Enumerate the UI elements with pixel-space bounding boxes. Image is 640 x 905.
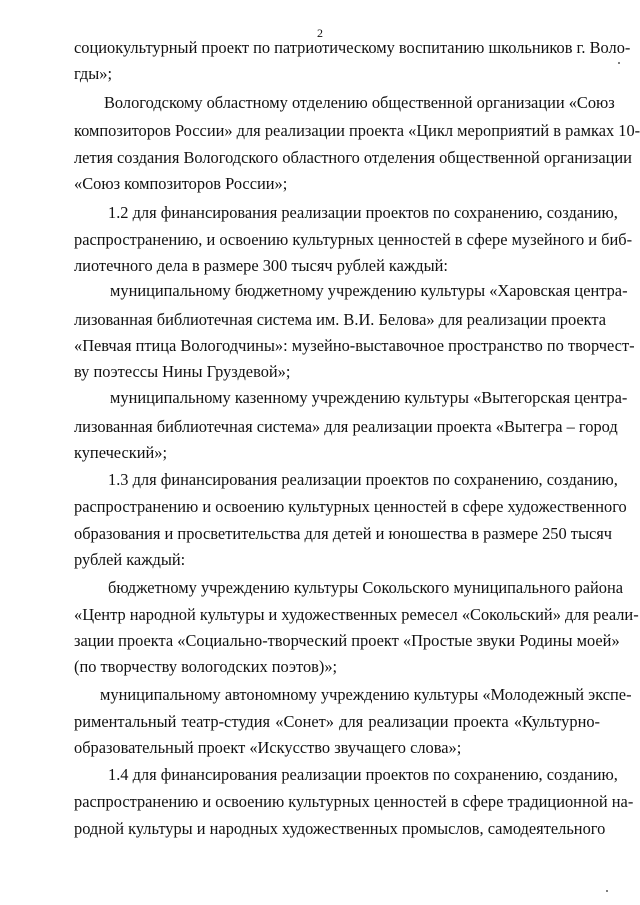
text-line: социокультурный проект по патриотическому воспитанию школьников г. Воло- [74, 38, 631, 57]
text-line: «Певчая птица Вологодчины»: музейно-выставочное пространство по творчест- [74, 336, 635, 355]
text-line: ву поэтессы Нины Груздевой»; [74, 362, 291, 381]
text-line: лиотечного дела в размере 300 тысяч рублей каждый: [74, 256, 448, 275]
text-line: Вологодскому областному отделению общественной организации «Союз [104, 93, 615, 112]
text-line: гды»; [74, 64, 113, 83]
text-line: распространению и освоению культурных ценностей в сфере традиционной на- [74, 792, 634, 811]
text-line: композиторов России» для реализации проекта «Цикл мероприятий в рамках 10- [74, 121, 640, 140]
text-line: 1.2 для финансирования реализации проектов по сохранению, созданию, [108, 203, 618, 222]
text-line: зации проекта «Социально-творческий проект «Простые звуки Родины моей» [74, 631, 620, 650]
text-line: летия создания Вологодского областного отделения общественной организации [74, 148, 632, 167]
text-line: «Центр народной культуры и художественных ремесел «Сокольский» для реали- [74, 605, 639, 624]
text-line: «Союз композиторов России»; [74, 174, 288, 193]
text-line: рублей каждый: [74, 550, 186, 569]
text-line: риментальный театр-студия «Сонет» для реализации проекта «Культурно- [74, 712, 600, 731]
scan-dot [618, 62, 620, 64]
scan-dot [606, 890, 608, 892]
text-line: бюджетному учреждению культуры Сокольского муниципального района [108, 578, 624, 597]
text-line: муниципальному автономному учреждению культуры «Молодежный экспе- [100, 685, 632, 704]
text-line: 1.4 для финансирования реализации проектов по сохранению, созданию, [108, 765, 618, 784]
text-line: образовательный проект «Искусство звучащего слова»; [74, 738, 462, 757]
text-line: (по творчеству вологодских поэтов)»; [74, 657, 338, 676]
text-line: лизованная библиотечная система» для реализации проекта «Вытегра – город [74, 417, 618, 436]
text-line: лизованная библиотечная система им. В.И. Белова» для реализации проекта [74, 310, 607, 329]
text-line: муниципальному бюджетному учреждению культуры «Харовская центра- [110, 281, 628, 300]
text-line: распространению и освоению культурных ценностей в сфере художественного [74, 497, 627, 516]
text-line: 1.3 для финансирования реализации проектов по сохранению, созданию, [108, 470, 618, 489]
text-line: образования и просветительства для детей и юношества в размере 250 тысяч [74, 524, 613, 543]
text-line: купеческий»; [74, 443, 168, 462]
text-line: распространению, и освоению культурных ценностей в сфере музейного и биб- [74, 230, 633, 249]
page-number: 2 [317, 26, 323, 40]
text-line: родной культуры и народных художественных промыслов, самодеятельного [74, 819, 606, 838]
text-line: муниципальному казенному учреждению культуры «Вытегорская центра- [110, 388, 628, 407]
